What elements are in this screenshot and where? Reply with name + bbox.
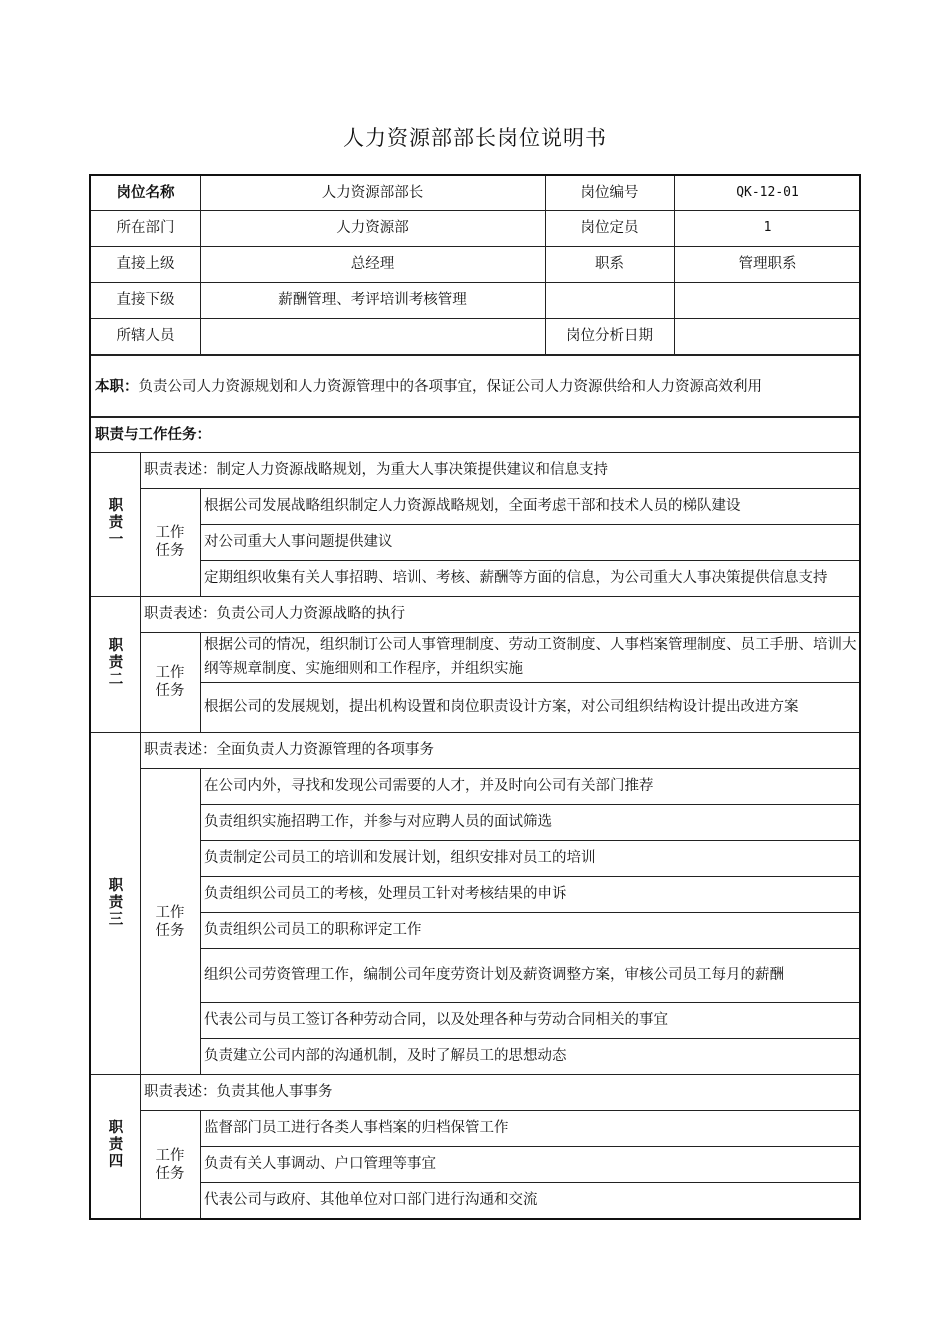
duty-3-task-5: 负责组织公司员工的职称评定工作 [204, 922, 422, 938]
core-duty-label: 本职： [95, 379, 139, 395]
position-name-label: 岗位名称 [116, 185, 175, 201]
duty-3-label: 职 责 三 [108, 878, 124, 928]
position-name-value: 人力资源部部长 [321, 185, 424, 201]
core-duty-text: 负责公司人力资源规划和人力资源管理中的各项事宜，保证公司人力资源供给和人力资源高效利用 [138, 379, 762, 395]
duty-3-task-8: 负责建立公司内部的沟通机制，及时了解员工的思想动态 [204, 1048, 567, 1064]
duty-3-task-2: 负责组织实施招聘工作，并参与对应聘人员的面试筛选 [204, 814, 552, 830]
subordinate-label: 直接下级 [116, 292, 175, 308]
analysis-date-label: 岗位分析日期 [566, 328, 653, 344]
duties-heading: 职责与工作任务： [95, 427, 211, 443]
position-code-label: 岗位编号 [580, 185, 639, 201]
duty-3-task-7: 代表公司与员工签订各种劳动合同，以及处理各种与劳动合同相关的事宜 [204, 1012, 668, 1028]
duty-2-description: 职责表述：负责公司人力资源战略的执行 [144, 606, 405, 622]
duty-1-description: 职责表述：制定人力资源战略规划，为重大人事决策提供建议和信息支持 [144, 462, 608, 478]
duty-2-label: 职 责 二 [108, 638, 124, 688]
headcount-value: 1 [763, 220, 772, 235]
duty-1-task-3 [200, 560, 861, 596]
position-code-value: QK-12-01 [736, 185, 799, 200]
duty-2-task-1 [200, 632, 861, 682]
superior-label: 直接上级 [116, 256, 175, 272]
duty-3-description: 职责表述：全面负责人力资源管理的各项事务 [144, 742, 434, 758]
duty-1-task-2: 对公司重大人事问题提供建议 [204, 534, 393, 550]
duty-4-label: 职 责 四 [108, 1120, 124, 1170]
series-label: 职系 [595, 256, 624, 272]
staff-value [200, 318, 545, 354]
col-divider [140, 732, 141, 1074]
duty-3-task-6-text: 组织公司劳资管理工作，编制公司年度劳资计划及薪资调整方案，审核公司员工每月的薪酬 [204, 967, 784, 983]
duty-3-task-6 [200, 948, 861, 1002]
duty-1-label: 职 责 一 [108, 498, 124, 548]
duty-4-task-3: 代表公司与政府、其他单位对口部门进行沟通和交流 [204, 1192, 538, 1208]
duty-3-task-1: 在公司内外，寻找和发现公司需要的人才，并及时向公司有关部门推荐 [204, 778, 654, 794]
duty-4-description: 职责表述：负责其他人事事务 [144, 1084, 333, 1100]
analysis-date-value [674, 318, 861, 354]
duty-2-work-label: 工作 任务 [155, 665, 185, 699]
series-value: 管理职系 [738, 256, 797, 272]
duty-3-task-4: 负责组织公司员工的考核，处理员工针对考核结果的申诉 [204, 886, 567, 902]
job-description-table [89, 174, 861, 1220]
department-label: 所在部门 [116, 220, 175, 236]
duty-2-task-2-text: 根据公司的发展规划，提出机构设置和岗位职责设计方案，对公司组织结构设计提出改进方案 [204, 699, 799, 715]
staff-label: 所辖人员 [116, 328, 175, 344]
page-title: 人力资源部部长岗位说明书 [343, 126, 607, 150]
subordinate-value: 薪酬管理、考评培训考核管理 [278, 292, 467, 308]
duty-1-work-label: 工作 任务 [155, 525, 185, 559]
duty-4-task-2: 负责有关人事调动、户口管理等事宜 [204, 1156, 436, 1172]
duty-1-task-1: 根据公司发展战略组织制定人力资源战略规划，全面考虑干部和技术人员的梯队建设 [204, 498, 741, 514]
duty-3-work-label: 工作 任务 [155, 905, 185, 939]
duty-2-task-2 [200, 682, 861, 732]
duty-3-task-3: 负责制定公司员工的培训和发展计划，组织安排对员工的培训 [204, 850, 596, 866]
headcount-label: 岗位定员 [580, 220, 639, 236]
department-value: 人力资源部 [336, 220, 409, 236]
superior-value: 总经理 [350, 256, 395, 272]
duty-2-task-1-text: 根据公司的情况，组织制订公司人事管理制度、劳动工资制度、人事档案管理制度、员工手册、培训大纲等规章制度、实施细则和工作程序，并组织实施 [204, 637, 857, 677]
duty-1-task-3-text: 定期组织收集有关人事招聘、培训、考核、薪酬等方面的信息，为公司重大人事决策提供信息支持 [204, 570, 828, 586]
duty-4-task-1: 监督部门员工进行各类人事档案的归档保管工作 [204, 1120, 509, 1136]
duty-4-work-label: 工作 任务 [155, 1148, 185, 1182]
core-duty [91, 356, 861, 416]
